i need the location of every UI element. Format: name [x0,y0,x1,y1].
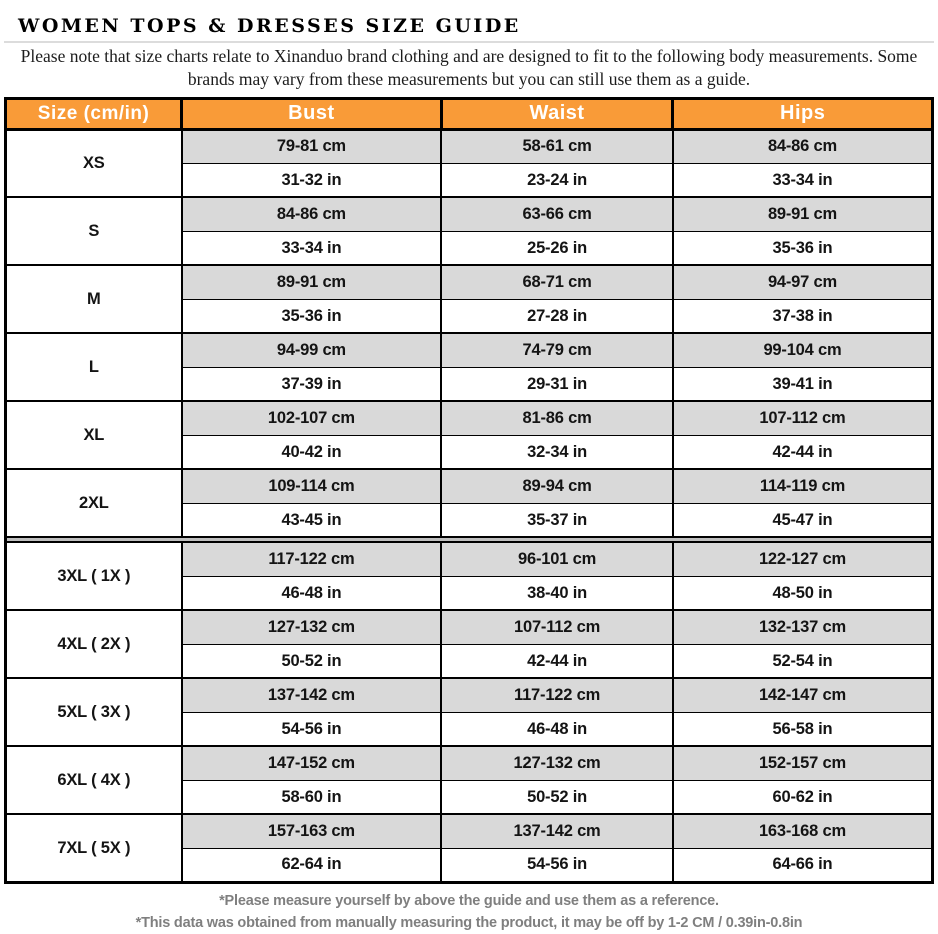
measurement-in-cell: 43-45 in [182,503,442,537]
measurement-cm-cell: 89-91 cm [182,265,442,299]
measurement-cm-cell: 107-112 cm [673,401,933,435]
measurement-cm-cell: 84-86 cm [673,129,933,163]
measurement-in-cell: 62-64 in [182,848,442,882]
col-header-hips: Hips [673,98,933,129]
measurement-in-cell: 45-47 in [673,503,933,537]
measurement-in-cell: 33-34 in [182,231,442,265]
intro-note: Please note that size charts relate to Xinanduo brand clothing and are designed to fit to the following body measurements. Some brands may vary from these measurements but you can still use them as a guide. [20,45,918,89]
measurement-in-cell: 39-41 in [673,367,933,401]
measurement-cm-cell: 152-157 cm [673,746,933,780]
measurement-in-cell: 35-36 in [182,299,442,333]
measurement-cm-cell: 107-112 cm [441,610,673,644]
measurement-cm-cell: 79-81 cm [182,129,442,163]
size-label: M [6,265,182,333]
measurement-cm-cell: 109-114 cm [182,469,442,503]
size-row-cm [6,678,933,712]
measurement-in-cell: 23-24 in [441,163,673,197]
size-label: 6XL ( 4X ) [6,746,182,814]
size-label: 7XL ( 5X ) [6,814,182,882]
measurement-cm-cell: 142-147 cm [673,678,933,712]
measurement-cm-cell: 127-132 cm [441,746,673,780]
size-label: 4XL ( 2X ) [6,610,182,678]
measurement-cm-cell: 132-137 cm [673,610,933,644]
size-guide-table [4,97,934,884]
size-row-cm [6,265,933,299]
size-row-cm [6,542,933,576]
measurement-cm-cell: 94-99 cm [182,333,442,367]
measurement-in-cell: 64-66 in [673,848,933,882]
measurement-in-cell: 52-54 in [673,644,933,678]
footnote-data-accuracy: *This data was obtained from manually measuring the product, it may be off by 1-2 CM / 0.39in-0.8in [135,915,803,932]
measurement-in-cell: 56-58 in [673,712,933,746]
measurement-in-cell: 35-36 in [673,231,933,265]
measurement-in-cell: 32-34 in [441,435,673,469]
measurement-cm-cell: 157-163 cm [182,814,442,848]
size-label: 2XL [6,469,182,537]
measurement-cm-cell: 163-168 cm [673,814,933,848]
measurement-in-cell: 25-26 in [441,231,673,265]
size-row-cm [6,197,933,231]
size-table-body [6,129,933,882]
size-label: S [6,197,182,265]
size-row-cm [6,746,933,780]
measurement-cm-cell: 99-104 cm [673,333,933,367]
measurement-cm-cell: 89-91 cm [673,197,933,231]
measurement-cm-cell: 114-119 cm [673,469,933,503]
measurement-cm-cell: 122-127 cm [673,542,933,576]
measurement-in-cell: 46-48 in [182,576,442,610]
measurement-in-cell: 29-31 in [441,367,673,401]
size-row-cm [6,401,933,435]
measurement-in-cell: 42-44 in [673,435,933,469]
measurement-in-cell: 60-62 in [673,780,933,814]
measurement-in-cell: 48-50 in [673,576,933,610]
measurement-cm-cell: 117-122 cm [182,542,442,576]
measurement-cm-cell: 137-142 cm [182,678,442,712]
measurement-cm-cell: 137-142 cm [441,814,673,848]
size-label: 3XL ( 1X ) [6,542,182,610]
page-title: WOMEN TOPS & DRESSES SIZE GUIDE [18,15,521,37]
measurement-in-cell: 38-40 in [441,576,673,610]
size-row-cm [6,610,933,644]
measurement-in-cell: 50-52 in [182,644,442,678]
footnote-measure-reference: *Please measure yourself by above the guide and use them as a reference. [219,892,719,909]
measurement-in-cell: 27-28 in [441,299,673,333]
measurement-cm-cell: 127-132 cm [182,610,442,644]
col-header-waist: Waist [441,98,673,129]
measurement-in-cell: 54-56 in [182,712,442,746]
col-header-size: Size (cm/in) [6,98,182,129]
measurement-cm-cell: 117-122 cm [441,678,673,712]
measurement-in-cell: 40-42 in [182,435,442,469]
size-label: XL [6,401,182,469]
size-label: 5XL ( 3X ) [6,678,182,746]
measurement-cm-cell: 96-101 cm [441,542,673,576]
measurement-in-cell: 50-52 in [441,780,673,814]
measurement-in-cell: 35-37 in [441,503,673,537]
measurement-in-cell: 46-48 in [441,712,673,746]
measurement-in-cell: 31-32 in [182,163,442,197]
measurement-in-cell: 37-39 in [182,367,442,401]
measurement-cm-cell: 89-94 cm [441,469,673,503]
table-header-row [6,98,933,129]
size-row-cm [6,814,933,848]
measurement-in-cell: 37-38 in [673,299,933,333]
measurement-cm-cell: 68-71 cm [441,265,673,299]
measurement-cm-cell: 58-61 cm [441,129,673,163]
size-label: XS [6,129,182,197]
title-divider-line [4,41,934,43]
measurement-in-cell: 54-56 in [441,848,673,882]
measurement-in-cell: 58-60 in [182,780,442,814]
measurement-cm-cell: 147-152 cm [182,746,442,780]
measurement-cm-cell: 74-79 cm [441,333,673,367]
measurement-cm-cell: 81-86 cm [441,401,673,435]
size-row-cm [6,333,933,367]
measurement-cm-cell: 94-97 cm [673,265,933,299]
size-row-cm [6,469,933,503]
measurement-cm-cell: 102-107 cm [182,401,442,435]
measurement-cm-cell: 63-66 cm [441,197,673,231]
footnotes [4,890,934,934]
col-header-bust: Bust [182,98,442,129]
measurement-in-cell: 33-34 in [673,163,933,197]
size-row-cm [6,129,933,163]
measurement-in-cell: 42-44 in [441,644,673,678]
size-label: L [6,333,182,401]
measurement-cm-cell: 84-86 cm [182,197,442,231]
